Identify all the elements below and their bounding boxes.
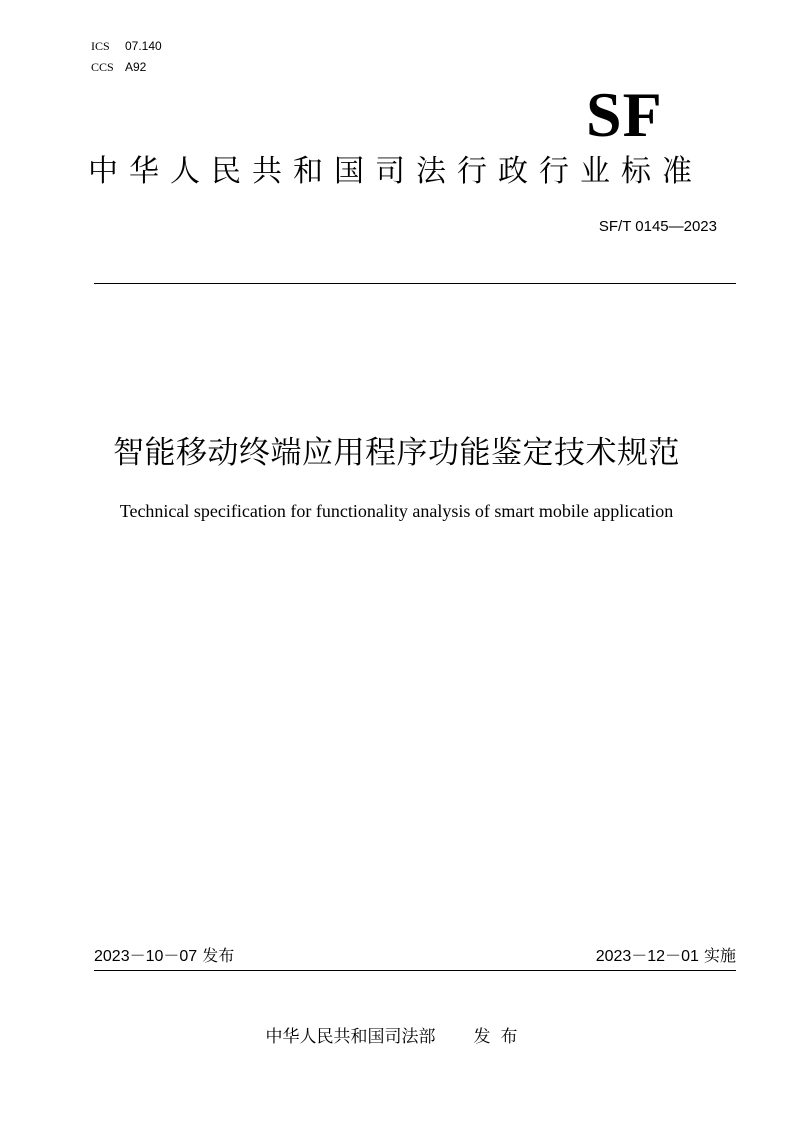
implement-date-value: 2023－12－01 — [595, 948, 699, 965]
document-title-zh: 智能移动终端应用程序功能鉴定技术规范 — [113, 435, 680, 471]
ccs-row — [91, 60, 146, 74]
ccs-label: CCS — [91, 60, 114, 74]
sf-logo: SF — [586, 79, 663, 150]
publisher-name: 中华人民共和国司法部 — [265, 1027, 436, 1047]
publisher-line — [0, 1024, 793, 1050]
issue-date — [94, 944, 234, 969]
document-title-en: Technical specification for functionality analysis of smart mobile application — [119, 501, 674, 521]
implement-date — [596, 944, 736, 969]
bottom-divider — [94, 970, 736, 971]
ics-value: 07.140 — [125, 39, 162, 53]
issue-date-value: 2023－10－07 — [94, 948, 198, 965]
standard-category-title: 中华人民共和国司法行政行业标准 — [88, 154, 703, 189]
issue-date-label: 发布 — [202, 946, 235, 965]
implement-date-label: 实施 — [703, 946, 736, 965]
ccs-value: A92 — [125, 60, 147, 74]
ics-label: ICS — [91, 39, 110, 53]
ics-row — [91, 39, 162, 53]
top-divider — [94, 283, 736, 284]
standard-number: SF/T 0145—2023 — [598, 218, 717, 235]
publish-verb: 发布 — [473, 1027, 528, 1047]
